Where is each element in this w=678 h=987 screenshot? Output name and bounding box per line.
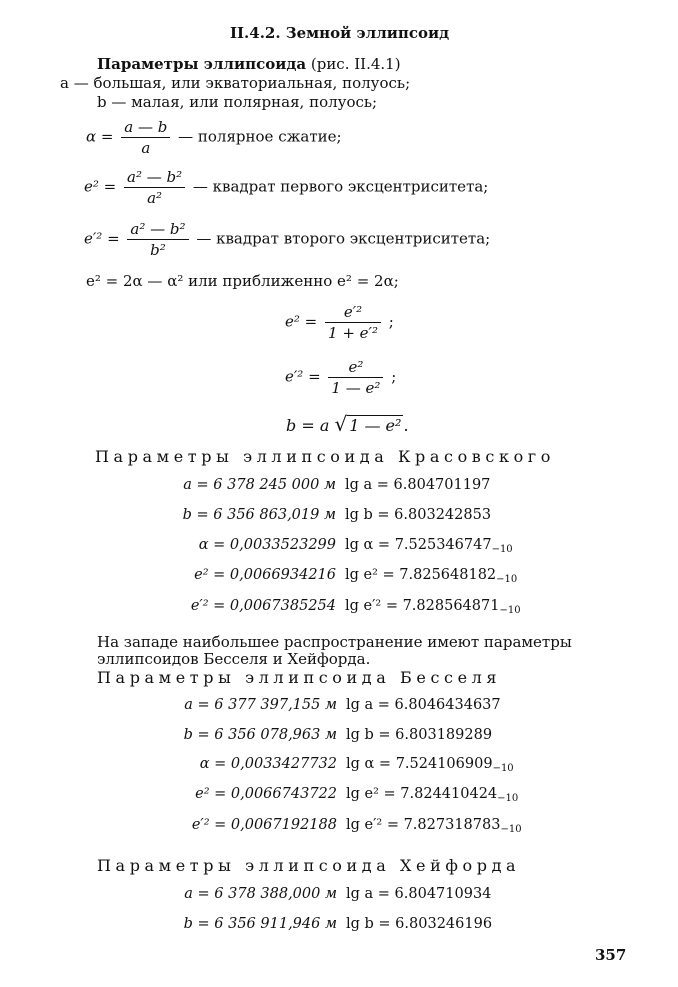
parameter-log bbox=[346, 886, 491, 902]
fraction-denominator: 1 — e² bbox=[331, 379, 381, 397]
parameter-value: a = 6 377 397,155 м bbox=[184, 697, 337, 713]
formula-lhs: e² = bbox=[84, 177, 117, 196]
params-heading-ref: (рис. II.4.1) bbox=[310, 55, 401, 73]
parameter-value: a = 6 378 245 000 м bbox=[183, 477, 336, 493]
parameter-value: b = 6 356 911,946 м bbox=[183, 916, 337, 932]
fraction bbox=[325, 303, 381, 342]
formula-flattening bbox=[86, 118, 342, 157]
formula-tail: . bbox=[403, 416, 409, 435]
krasovsky-heading: Параметры эллипсоида Красовского bbox=[95, 447, 556, 466]
definition-b: b — малая, или полярная, полуось; bbox=[97, 93, 378, 111]
definition-a: a — большая, или экваториальная, полуось; bbox=[60, 74, 411, 92]
parameter-value: e² = 0,0066934216 bbox=[194, 567, 336, 583]
fraction bbox=[127, 220, 188, 259]
parameter-log bbox=[345, 477, 490, 493]
formula-tail: ; bbox=[388, 312, 394, 331]
western-ellipsoids-paragraph: На западе наибольшее распространение имеют параметры эллипсоидов Бесселя и Хейфорда. bbox=[97, 633, 572, 668]
parameter-log bbox=[346, 916, 492, 932]
section-title: II.4.2. Земной эллипсоид bbox=[230, 24, 450, 42]
parameter-log bbox=[346, 727, 492, 743]
formula-eprime-from-e2 bbox=[285, 358, 396, 397]
log-characteristic-subscript: −10 bbox=[500, 824, 522, 835]
formula-lhs: b = a bbox=[286, 416, 330, 435]
sqrt-sign: √ bbox=[334, 412, 348, 436]
parameter-log bbox=[346, 786, 518, 804]
formula-e2-from-eprime bbox=[285, 303, 394, 342]
log-characteristic-subscript: −10 bbox=[492, 763, 514, 774]
parameter-log-value: lg α = 7.524106909 bbox=[346, 756, 493, 772]
fraction-numerator: a — b bbox=[121, 118, 170, 138]
parameter-log-value: lg e′² = 7.827318783 bbox=[346, 817, 501, 833]
params-heading-bold: Параметры эллипсоида bbox=[97, 55, 307, 73]
parameter-log-value: lg b = 6.803189289 bbox=[346, 727, 493, 743]
fraction-numerator: e² bbox=[328, 358, 383, 378]
page-number: 357 bbox=[595, 946, 627, 964]
fraction-numerator: e′² bbox=[325, 303, 381, 323]
fraction-denominator: a² bbox=[147, 189, 163, 207]
hayford-heading: Параметры эллипсоида Хейфорда bbox=[97, 856, 521, 875]
formula-description: — полярное сжатие; bbox=[178, 127, 342, 146]
parameter-log-value: lg α = 7.525346747 bbox=[345, 537, 492, 553]
parameter-log-value: lg e² = 7.824410424 bbox=[346, 786, 498, 802]
log-characteristic-subscript: −10 bbox=[499, 605, 521, 616]
formula-first-eccentricity bbox=[84, 168, 488, 207]
formula-description: — квадрат первого эксцентриситета; bbox=[192, 177, 489, 196]
fraction-denominator: a bbox=[141, 139, 151, 157]
parameter-log-value: lg a = 6.804710934 bbox=[346, 886, 492, 902]
radicand: 1 — e² bbox=[349, 416, 402, 435]
formula-lhs: e′² = bbox=[285, 367, 321, 386]
parameter-log bbox=[345, 567, 517, 585]
bessel-heading: Параметры эллипсоида Бесселя bbox=[97, 668, 502, 687]
parameter-value: b = 6 356 078,963 м bbox=[183, 727, 337, 743]
parameter-log-value: lg b = 6.803246196 bbox=[346, 916, 493, 932]
parameter-value: α = 0,0033523299 bbox=[198, 537, 336, 553]
parameter-log-value: lg a = 6.804701197 bbox=[345, 477, 491, 493]
parameter-log bbox=[346, 817, 522, 835]
formula-relation: e² = 2α — α² или приближенно e² = 2α; bbox=[86, 272, 399, 290]
log-characteristic-subscript: −10 bbox=[491, 544, 513, 555]
fraction-denominator: 1 + e′² bbox=[328, 324, 378, 342]
parameter-log bbox=[345, 598, 521, 616]
fraction bbox=[121, 118, 170, 157]
parameter-log bbox=[346, 756, 514, 774]
params-heading bbox=[97, 55, 401, 73]
fraction-numerator: a² — b² bbox=[127, 220, 188, 240]
parameter-log bbox=[345, 537, 513, 555]
parameter-log-value: lg e² = 7.825648182 bbox=[345, 567, 497, 583]
log-characteristic-subscript: −10 bbox=[496, 574, 518, 585]
fraction bbox=[124, 168, 185, 207]
formula-lhs: e² = bbox=[285, 312, 318, 331]
fraction bbox=[328, 358, 383, 397]
parameter-value: α = 0,0033427732 bbox=[199, 756, 337, 772]
formula-lhs: e′² = bbox=[84, 229, 120, 248]
parameter-value: e′² = 0,0067385254 bbox=[190, 598, 336, 614]
formula-b-from-a bbox=[286, 412, 409, 436]
parameter-value: e² = 0,0066743722 bbox=[195, 786, 337, 802]
log-characteristic-subscript: −10 bbox=[497, 793, 519, 804]
parameter-value: e′² = 0,0067192188 bbox=[191, 817, 337, 833]
parameter-log-value: lg b = 6.803242853 bbox=[345, 507, 492, 523]
parameter-value: a = 6 378 388,000 м bbox=[184, 886, 337, 902]
fraction-denominator: b² bbox=[150, 241, 166, 259]
formula-description: — квадрат второго эксцентриситета; bbox=[196, 229, 491, 248]
parameter-log bbox=[346, 697, 501, 713]
formula-tail: ; bbox=[391, 367, 397, 386]
parameter-log-value: lg e′² = 7.828564871 bbox=[345, 598, 500, 614]
formula-lhs: α = bbox=[86, 127, 114, 146]
fraction-numerator: a² — b² bbox=[124, 168, 185, 188]
parameter-log-value: lg a = 6.8046434637 bbox=[346, 697, 501, 713]
parameter-value: b = 6 356 863,019 м bbox=[182, 507, 336, 523]
formula-second-eccentricity bbox=[84, 220, 490, 259]
parameter-log bbox=[345, 507, 491, 523]
